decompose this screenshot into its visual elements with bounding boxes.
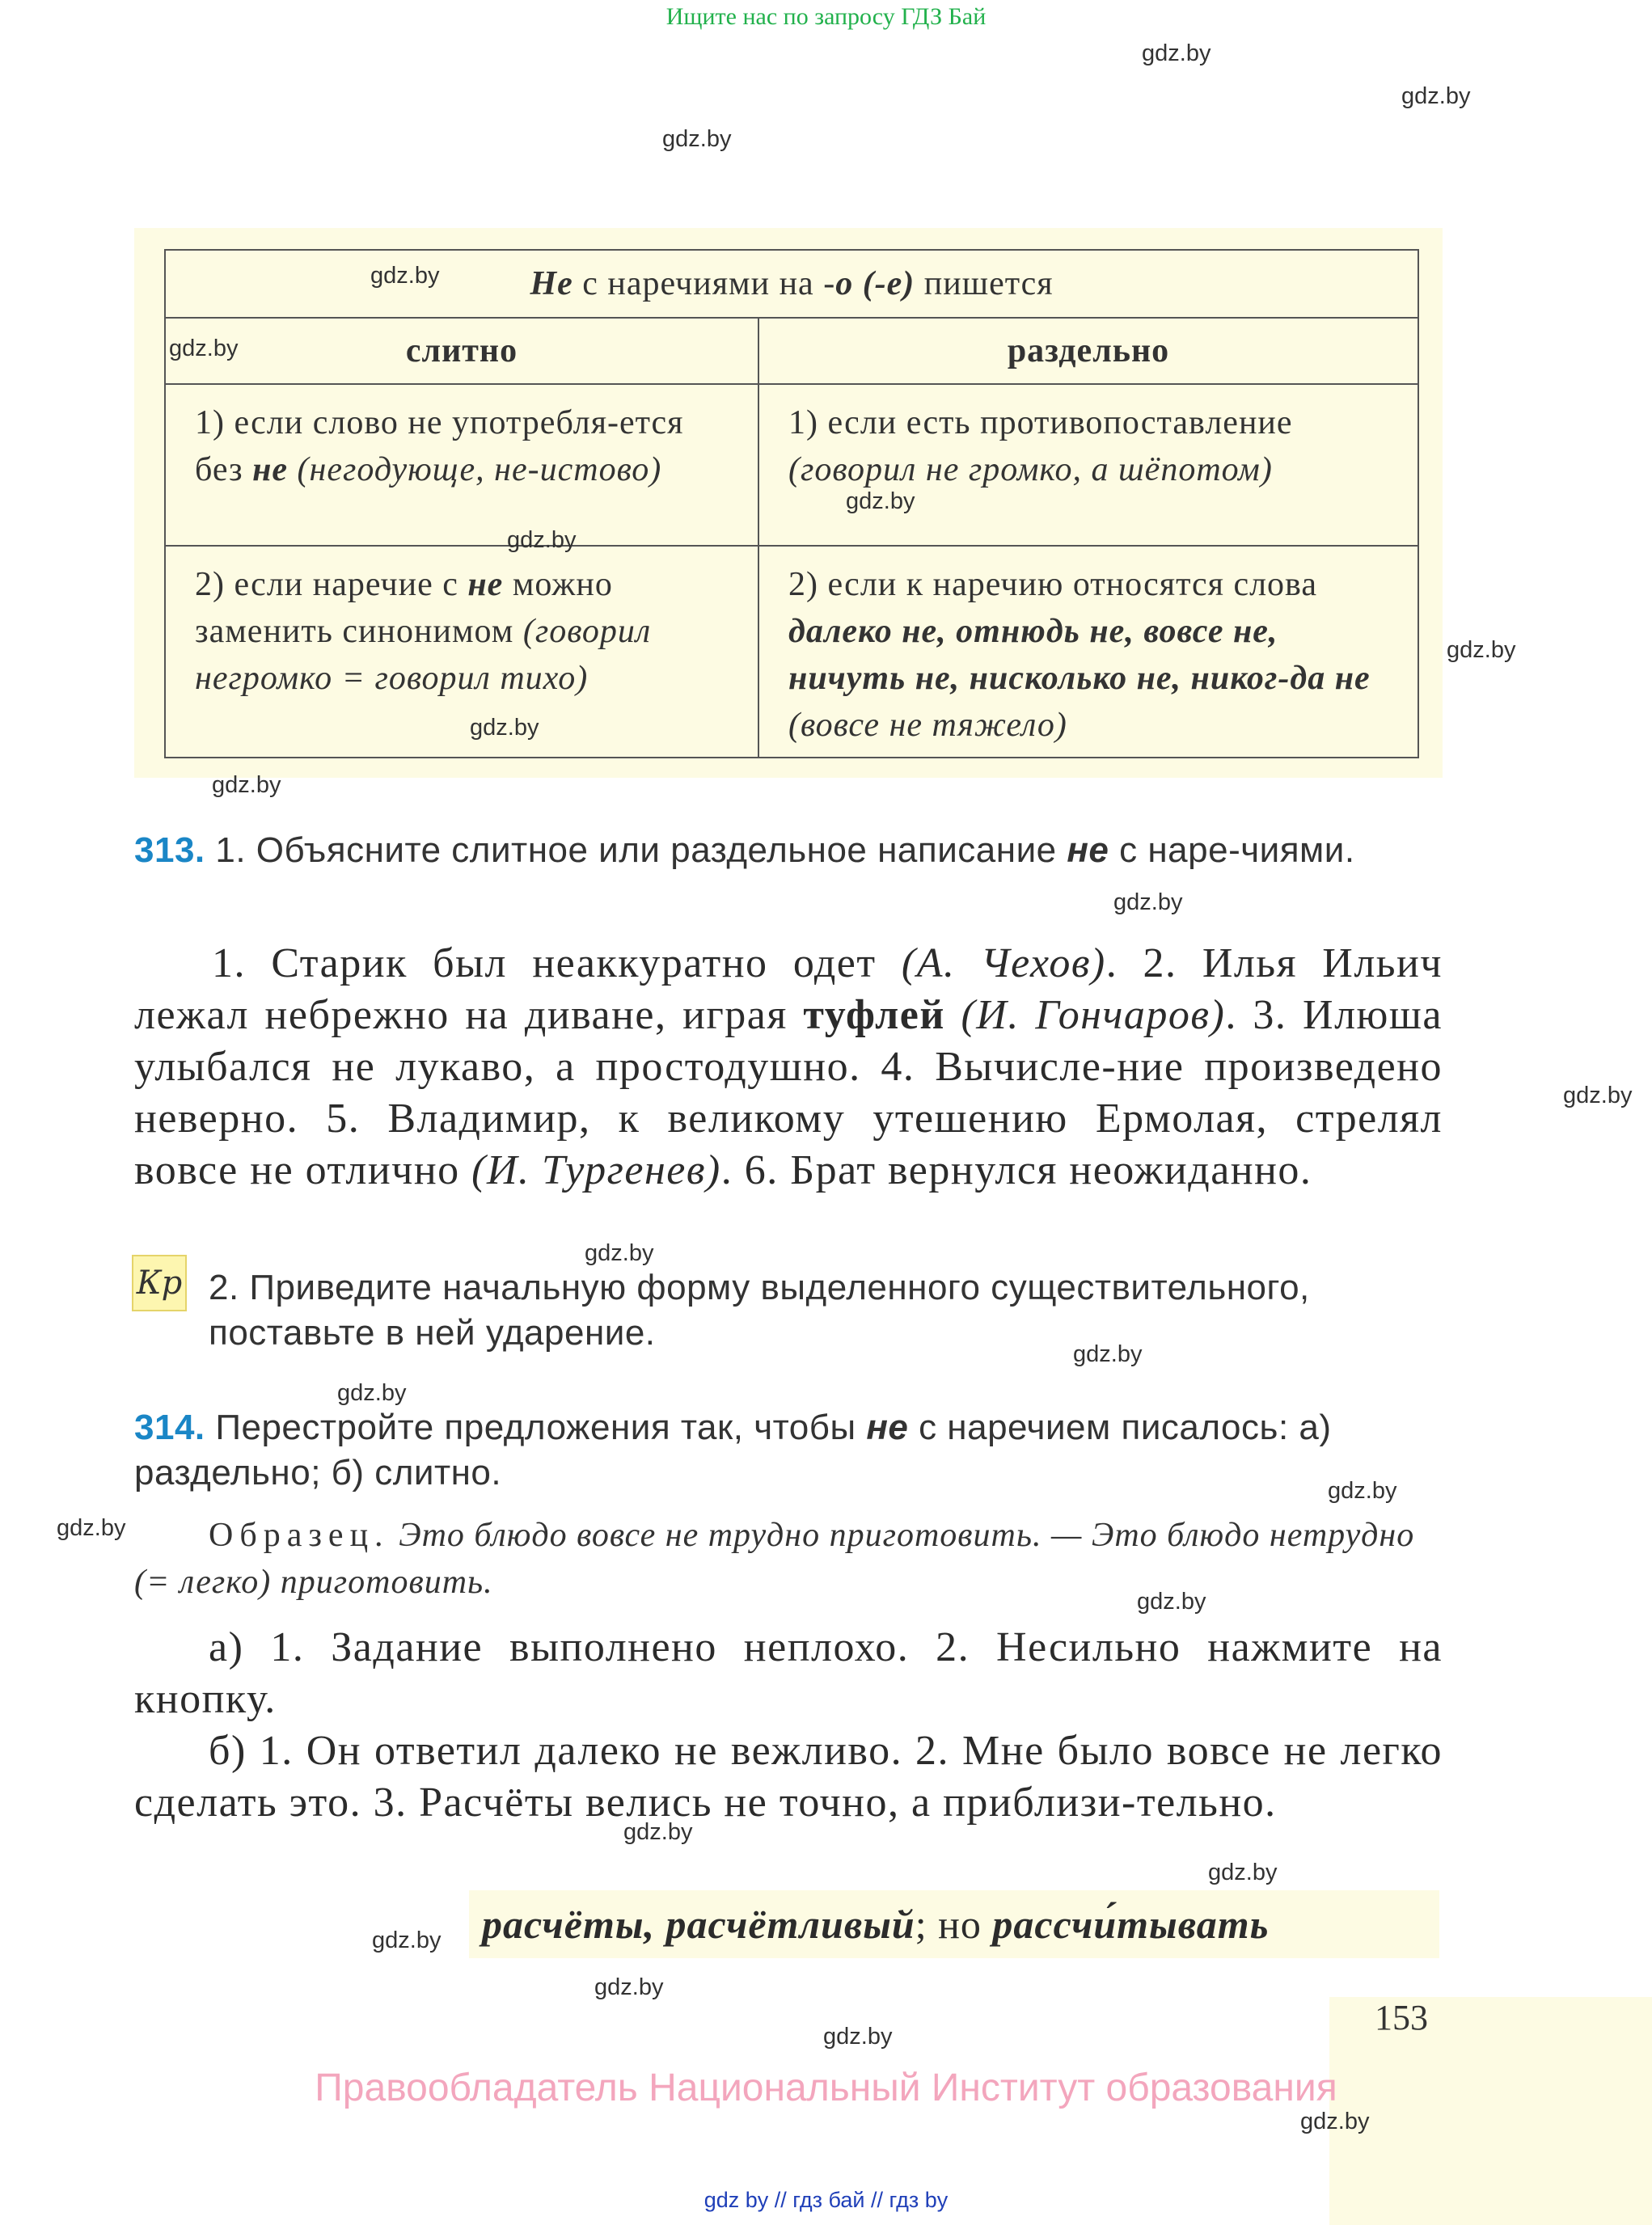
watermark: gdz.by <box>470 715 539 741</box>
watermark: gdz.by <box>1447 637 1516 663</box>
watermark: gdz.by <box>823 2024 893 2050</box>
watermark: gdz.by <box>662 126 732 152</box>
rule-title: Не с наречиями на -о (-е) пишется <box>165 250 1418 318</box>
column-header-separate: раздельно <box>758 318 1418 384</box>
watermark: gdz.by <box>585 1240 654 1266</box>
rule-cell-2-right: 2) если к наречию относятся слова далеко не, отнюдь не, вовсе не, ничуть не, нисколько не, никог-да не (вовсе не тяжело) <box>758 546 1418 758</box>
watermark: gdz.by <box>507 527 577 553</box>
watermark: gdz.by <box>1328 1478 1397 1504</box>
watermark: gdz.by <box>57 1515 126 1541</box>
watermark: gdz.by <box>1073 1341 1143 1367</box>
search-banner: Ищите нас по запросу ГДЗ Бай <box>665 3 987 30</box>
vocabulary-box: расчёты, расчётливый; но рассчи́тывать <box>469 1890 1439 1958</box>
exercise-313-task: 313. 1. Объясните слитное или раздельное написание не с наре-чиями. <box>134 830 1355 870</box>
watermark: gdz.by <box>846 488 915 514</box>
exercise-314-task: 314. Перестройте предложения так, чтобы не с наречием писалось: а) раздельно; б) слитно. <box>134 1408 1332 1492</box>
watermark: gdz.by <box>372 1927 442 1953</box>
footer-links: gdz by // гдз бай // гдз by <box>703 2188 949 2212</box>
rule-cell-1-left: 1) если слово не употребля-ется без не (негодующе, не-истово) <box>165 384 758 546</box>
watermark: gdz.by <box>337 1380 407 1406</box>
watermark: gdz.by <box>1137 1589 1206 1615</box>
page-number: 153 <box>1375 1998 1428 2037</box>
watermark: gdz.by <box>1208 1860 1278 1885</box>
watermark: gdz.by <box>623 1819 693 1845</box>
rule-cell-1-right: 1) если есть противопоставление (говорил не громко, а шёпотом) <box>758 384 1418 546</box>
watermark: gdz.by <box>212 772 281 798</box>
watermark: gdz.by <box>1113 889 1183 915</box>
watermark: gdz.by <box>1142 40 1211 66</box>
watermark: gdz.by <box>1563 1083 1633 1108</box>
kp-icon: Кр <box>132 1255 187 1311</box>
watermark: gdz.by <box>594 1974 664 2000</box>
exercise-314-part-a: а) 1. Задание выполнено неплохо. 2. Несильно нажмите на кнопку. <box>134 1624 1443 1722</box>
exercise-313-text: 1. Старик был неаккуратно одет (А. Чехов). 2. Илья Ильич лежал небрежно на диване, играя туфлей (И. Гончаров). 3. Илюша улыбался не лукаво, а простодушно. 4. Вычисле-ние произведено неверно. 5. Владимир, к великому утешению Ермолая, стрелял вовсе не отлично (И. Тургенев). 6. Брат вернулся неожиданно. <box>134 940 1443 1193</box>
exercise-number: 314. <box>134 1408 205 1447</box>
exercise-314-part-b: б) 1. Он ответил далеко не вежливо. 2. Мне было вовсе не легко сделать это. 3. Расчёты велись не точно, а приблизи-тельно. <box>134 1728 1443 1826</box>
watermark: gdz.by <box>1300 2109 1370 2134</box>
exercise-314-sample: Образец. Это блюдо вовсе не трудно приготовить. — Это блюдо нетрудно (= легко) приготовить. <box>134 1517 1415 1601</box>
watermark: gdz.by <box>370 263 440 289</box>
exercise-number: 313. <box>134 830 205 870</box>
column-header-together: слитно <box>165 318 758 384</box>
watermark: gdz.by <box>169 336 239 361</box>
copyright-notice: Правообладатель Национальный Институт образования <box>315 2067 1337 2109</box>
rule-table <box>164 249 1419 758</box>
exercise-313-task-2: 2. Приведите начальную форму выделенного существительного, поставьте в ней ударение. <box>209 1268 1310 1353</box>
watermark: gdz.by <box>1401 83 1471 109</box>
rule-cell-2-left: 2) если наречие с не можно заменить синонимом (говорил негромко = говорил тихо) <box>165 546 758 758</box>
